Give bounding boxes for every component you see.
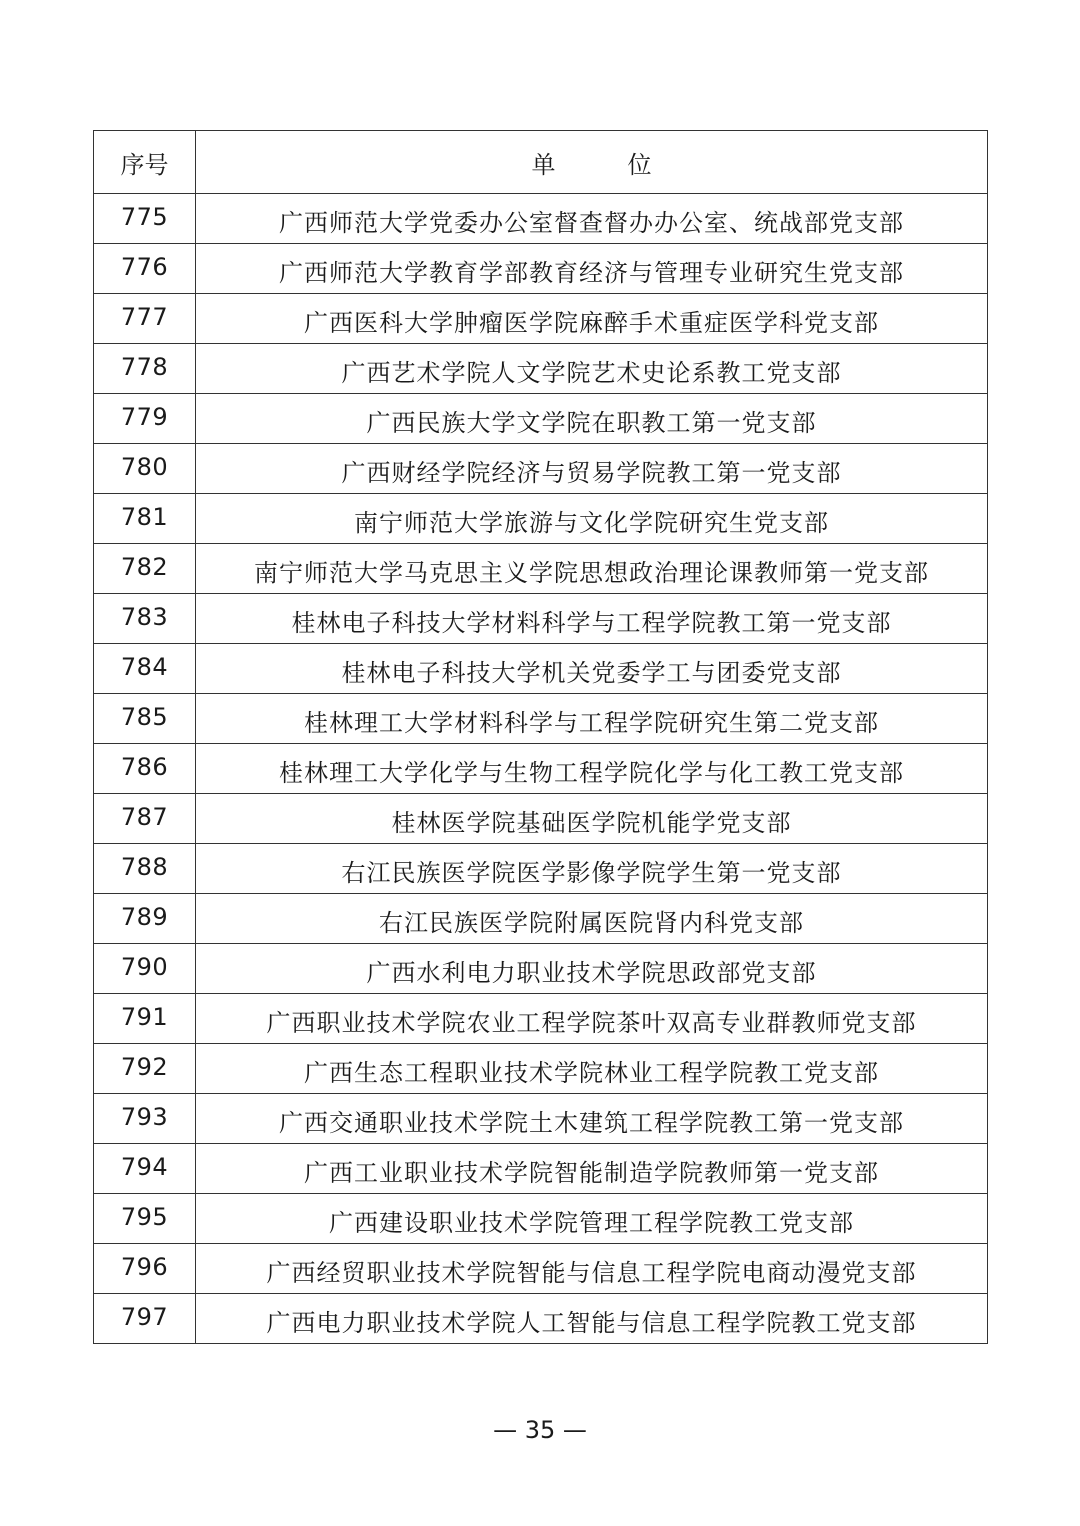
table-row [94,294,988,344]
table-row [94,444,988,494]
table-row [94,194,988,244]
units-table [93,130,988,1344]
row-unit: 广西电力职业技术学院人工智能与信息工程学院教工党支部 [196,1294,988,1344]
row-unit: 广西职业技术学院农业工程学院茶叶双高专业群教师党支部 [196,994,988,1044]
row-number: 795 [94,1194,196,1244]
table-row [94,944,988,994]
table-row [94,644,988,694]
header-unit [196,131,988,194]
table-row [94,794,988,844]
row-number: 784 [94,644,196,694]
row-number: 796 [94,1244,196,1294]
table-row [94,1244,988,1294]
row-unit: 广西生态工程职业技术学院林业工程学院教工党支部 [196,1044,988,1094]
row-number: 786 [94,744,196,794]
row-number: 777 [94,294,196,344]
row-number: 785 [94,694,196,744]
table-row [94,1094,988,1144]
row-number: 793 [94,1094,196,1144]
table-row [94,544,988,594]
table-row [94,844,988,894]
table-header-row [94,131,988,194]
table-row [94,344,988,394]
table-row [94,394,988,444]
table-row [94,994,988,1044]
row-unit: 南宁师范大学马克思主义学院思想政治理论课教师第一党支部 [196,544,988,594]
table-row [94,494,988,544]
row-number: 781 [94,494,196,544]
row-unit: 广西艺术学院人文学院艺术史论系教工党支部 [196,344,988,394]
row-unit: 广西师范大学党委办公室督查督办办公室、统战部党支部 [196,194,988,244]
row-number: 792 [94,1044,196,1094]
row-number: 787 [94,794,196,844]
row-number: 797 [94,1294,196,1344]
row-number: 782 [94,544,196,594]
table-row [94,1144,988,1194]
table-row [94,744,988,794]
row-unit: 桂林电子科技大学材料科学与工程学院教工第一党支部 [196,594,988,644]
row-number: 776 [94,244,196,294]
row-number: 779 [94,394,196,444]
row-number: 778 [94,344,196,394]
table-row [94,594,988,644]
row-number: 780 [94,444,196,494]
table-row [94,244,988,294]
table-row [94,1194,988,1244]
row-number: 788 [94,844,196,894]
row-unit: 右江民族医学院附属医院肾内科党支部 [196,894,988,944]
row-unit: 广西师范大学教育学部教育经济与管理专业研究生党支部 [196,244,988,294]
table-body [94,194,988,1344]
row-unit: 桂林医学院基础医学院机能学党支部 [196,794,988,844]
row-unit: 广西建设职业技术学院管理工程学院教工党支部 [196,1194,988,1244]
row-unit: 右江民族医学院医学影像学院学生第一党支部 [196,844,988,894]
row-unit: 广西医科大学肿瘤医学院麻醉手术重症医学科党支部 [196,294,988,344]
row-number: 775 [94,194,196,244]
row-number: 783 [94,594,196,644]
table-row [94,894,988,944]
row-unit: 广西民族大学文学院在职教工第一党支部 [196,394,988,444]
row-unit: 广西工业职业技术学院智能制造学院教师第一党支部 [196,1144,988,1194]
row-unit: 桂林理工大学材料科学与工程学院研究生第二党支部 [196,694,988,744]
units-table-container [93,130,987,1344]
table-row [94,1044,988,1094]
row-number: 791 [94,994,196,1044]
row-number: 789 [94,894,196,944]
header-unit-label: 单 位 [531,150,676,179]
row-number: 794 [94,1144,196,1194]
row-unit: 南宁师范大学旅游与文化学院研究生党支部 [196,494,988,544]
row-unit: 广西水利电力职业技术学院思政部党支部 [196,944,988,994]
header-number: 序号 [94,131,196,194]
table-row [94,694,988,744]
row-unit: 广西交通职业技术学院土木建筑工程学院教工第一党支部 [196,1094,988,1144]
row-unit: 广西经贸职业技术学院智能与信息工程学院电商动漫党支部 [196,1244,988,1294]
row-unit: 桂林理工大学化学与生物工程学院化学与化工教工党支部 [196,744,988,794]
row-number: 790 [94,944,196,994]
row-unit: 桂林电子科技大学机关党委学工与团委党支部 [196,644,988,694]
page-number: — 35 — [493,1416,587,1444]
table-row [94,1294,988,1344]
row-unit: 广西财经学院经济与贸易学院教工第一党支部 [196,444,988,494]
